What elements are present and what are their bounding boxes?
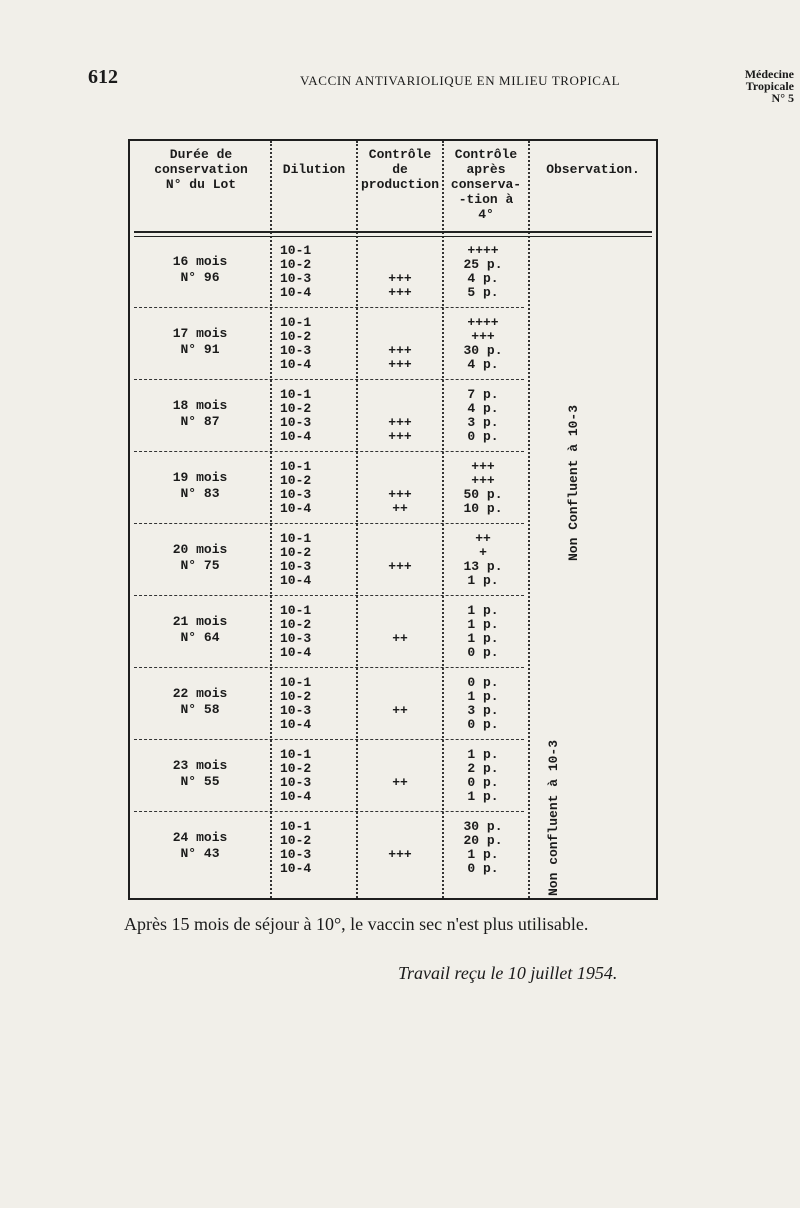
dilution-value: 10-2 bbox=[280, 329, 312, 344]
after-storage-value: 50 p. bbox=[463, 487, 503, 502]
dilution-value-column bbox=[280, 820, 340, 876]
production-control-value bbox=[360, 762, 440, 776]
lot-number: N° 83 bbox=[180, 486, 220, 501]
group-divider bbox=[134, 739, 524, 740]
group-divider bbox=[134, 523, 524, 524]
observation-lower: Non confluent à 10-3 bbox=[546, 739, 561, 896]
production-control-value: +++ bbox=[388, 285, 412, 300]
after-storage-value: +++ bbox=[471, 329, 495, 344]
page-number: 612 bbox=[88, 66, 118, 88]
after-storage-value: 4 p. bbox=[467, 271, 499, 286]
dilution-value: 10-3 bbox=[280, 775, 312, 790]
production-control-value-column bbox=[360, 748, 440, 804]
dilution-value: 10-2 bbox=[280, 401, 312, 416]
dilution-value: 10-3 bbox=[280, 559, 312, 574]
dilution-value: 10-1 bbox=[280, 387, 312, 402]
after-storage-value-column bbox=[448, 820, 518, 876]
lot-number: N° 58 bbox=[180, 702, 220, 717]
dilution-value-column bbox=[280, 676, 340, 732]
storage-duration: 24 mois bbox=[172, 830, 228, 845]
dilution-value: 10-4 bbox=[280, 285, 312, 300]
after-storage-value: 10 p. bbox=[463, 501, 503, 516]
after-storage-value: ++ bbox=[475, 531, 491, 546]
journal-line: N° 5 bbox=[771, 91, 794, 105]
journal-line: Tropicale bbox=[745, 79, 794, 93]
after-storage-value: 0 p. bbox=[467, 775, 499, 790]
after-storage-value-column bbox=[448, 748, 518, 804]
after-storage-value: 1 p. bbox=[467, 617, 499, 632]
lot-label bbox=[150, 686, 250, 718]
results-table bbox=[128, 139, 658, 900]
group-divider bbox=[134, 595, 524, 596]
production-control-value bbox=[360, 244, 440, 258]
production-control-value bbox=[360, 646, 440, 660]
group-divider bbox=[134, 811, 524, 812]
header-dilution: Dilution bbox=[282, 162, 346, 177]
dilution-value-column bbox=[280, 316, 340, 372]
after-storage-value: + bbox=[479, 545, 487, 560]
production-control-value bbox=[360, 690, 440, 704]
production-control-value: +++ bbox=[388, 487, 412, 502]
footnote: Après 15 mois de séjour à 10°, le vaccin sec n'est plus utilisable. bbox=[124, 914, 589, 934]
after-storage-value: 3 p. bbox=[467, 415, 499, 430]
production-control-value bbox=[360, 474, 440, 488]
production-control-value-column bbox=[360, 388, 440, 444]
production-control-value bbox=[360, 316, 440, 330]
dilution-value: 10-1 bbox=[280, 315, 312, 330]
storage-duration: 21 mois bbox=[172, 614, 228, 629]
after-storage-value: 4 p. bbox=[467, 401, 499, 416]
lot-number: N° 64 bbox=[180, 630, 220, 645]
storage-duration: 16 mois bbox=[172, 254, 228, 269]
after-storage-value: 1 p. bbox=[467, 847, 499, 862]
production-control-value: ++ bbox=[392, 631, 408, 646]
production-control-value bbox=[360, 790, 440, 804]
production-control-value-column bbox=[360, 532, 440, 588]
production-control-value-column bbox=[360, 676, 440, 732]
dilution-value: 10-2 bbox=[280, 833, 312, 848]
production-control-value-column bbox=[360, 244, 440, 300]
production-control-value-column bbox=[360, 604, 440, 660]
after-storage-value-column bbox=[448, 316, 518, 372]
running-title: VACCIN ANTIVARIOLIQUE EN MILIEU TROPICAL bbox=[300, 73, 621, 88]
dilution-value: 10-4 bbox=[280, 861, 312, 876]
lot-group bbox=[130, 598, 530, 670]
after-storage-value-column bbox=[448, 676, 518, 732]
production-control-value: +++ bbox=[388, 429, 412, 444]
lot-number: N° 75 bbox=[180, 558, 220, 573]
production-control-value bbox=[360, 460, 440, 474]
dilution-value: 10-3 bbox=[280, 703, 312, 718]
header-duration-lot: Durée de conservation N° du Lot bbox=[154, 147, 248, 192]
dilution-value: 10-2 bbox=[280, 545, 312, 560]
dilution-value-column bbox=[280, 748, 340, 804]
production-control-value bbox=[360, 402, 440, 416]
production-control-value bbox=[360, 604, 440, 618]
dilution-value: 10-2 bbox=[280, 689, 312, 704]
lot-number: N° 87 bbox=[180, 414, 220, 429]
dilution-value-column bbox=[280, 460, 340, 516]
production-control-value bbox=[360, 388, 440, 402]
production-control-value-column bbox=[360, 820, 440, 876]
journal-name bbox=[704, 68, 794, 104]
production-control-value bbox=[360, 718, 440, 732]
after-storage-value: 0 p. bbox=[467, 645, 499, 660]
after-storage-value: 3 p. bbox=[467, 703, 499, 718]
dilution-value: 10-3 bbox=[280, 631, 312, 646]
dilution-value: 10-4 bbox=[280, 429, 312, 444]
lot-label bbox=[150, 758, 250, 790]
dilution-value: 10-2 bbox=[280, 257, 312, 272]
dilution-value: 10-4 bbox=[280, 357, 312, 372]
group-divider bbox=[134, 667, 524, 668]
production-control-value bbox=[360, 820, 440, 834]
after-storage-value: 25 p. bbox=[463, 257, 503, 272]
header-production-control: Contrôle de production bbox=[360, 147, 439, 192]
dilution-value-column bbox=[280, 388, 340, 444]
lot-label bbox=[150, 614, 250, 646]
production-control-value: +++ bbox=[388, 357, 412, 372]
after-storage-value: 30 p. bbox=[463, 343, 503, 358]
after-storage-value: 1 p. bbox=[467, 631, 499, 646]
lot-group bbox=[130, 814, 530, 886]
storage-duration: 23 mois bbox=[172, 758, 228, 773]
after-storage-value: 4 p. bbox=[467, 357, 499, 372]
dilution-value: 10-1 bbox=[280, 603, 312, 618]
after-storage-value: +++ bbox=[471, 473, 495, 488]
production-control-value bbox=[360, 676, 440, 690]
observation-upper: Non Confluent à 10-3 bbox=[566, 404, 581, 561]
after-storage-value: 5 p. bbox=[467, 285, 499, 300]
production-control-value bbox=[360, 546, 440, 560]
dilution-value: 10-4 bbox=[280, 573, 312, 588]
lot-label bbox=[150, 542, 250, 574]
after-storage-value: 1 p. bbox=[467, 573, 499, 588]
dilution-value: 10-4 bbox=[280, 501, 312, 516]
production-control-value: +++ bbox=[388, 271, 412, 286]
dilution-value: 10-3 bbox=[280, 415, 312, 430]
lot-label bbox=[150, 830, 250, 862]
dilution-value-column bbox=[280, 244, 340, 300]
production-control-value-column bbox=[360, 460, 440, 516]
dilution-value: 10-2 bbox=[280, 761, 312, 776]
after-storage-value: 0 p. bbox=[467, 429, 499, 444]
production-control-value: ++ bbox=[392, 703, 408, 718]
dilution-value: 10-1 bbox=[280, 675, 312, 690]
production-control-value: +++ bbox=[388, 415, 412, 430]
production-control-value: +++ bbox=[388, 343, 412, 358]
lot-number: N° 55 bbox=[180, 774, 220, 789]
dilution-value: 10-3 bbox=[280, 487, 312, 502]
storage-duration: 18 mois bbox=[172, 398, 228, 413]
production-control-value bbox=[360, 834, 440, 848]
group-divider bbox=[134, 451, 524, 452]
lot-group bbox=[130, 310, 530, 382]
dilution-value-column bbox=[280, 604, 340, 660]
storage-duration: 19 mois bbox=[172, 470, 228, 485]
production-control-value: ++ bbox=[392, 501, 408, 516]
header-after-storage-control: Contrôle après conserva- -tion à 4° bbox=[450, 147, 522, 222]
production-control-value bbox=[360, 862, 440, 876]
production-control-value bbox=[360, 574, 440, 588]
lot-group bbox=[130, 526, 530, 598]
after-storage-value: 0 p. bbox=[467, 717, 499, 732]
after-storage-value: 1 p. bbox=[467, 789, 499, 804]
dilution-value-column bbox=[280, 532, 340, 588]
journal-line: Médecine bbox=[744, 67, 794, 81]
storage-duration: 20 mois bbox=[172, 542, 228, 557]
dilution-value: 10-3 bbox=[280, 343, 312, 358]
after-storage-value: 0 p. bbox=[467, 675, 499, 690]
dilution-value: 10-4 bbox=[280, 645, 312, 660]
after-storage-value: 7 p. bbox=[467, 387, 499, 402]
after-storage-value: 0 p. bbox=[467, 861, 499, 876]
lot-group bbox=[130, 454, 530, 526]
after-storage-value: 1 p. bbox=[467, 689, 499, 704]
dilution-value: 10-1 bbox=[280, 747, 312, 762]
after-storage-value: 1 p. bbox=[467, 603, 499, 618]
storage-duration: 17 mois bbox=[172, 326, 228, 341]
after-storage-value: 2 p. bbox=[467, 761, 499, 776]
header-observation: Observation. bbox=[546, 162, 640, 177]
production-control-value bbox=[360, 748, 440, 762]
production-control-value bbox=[360, 330, 440, 344]
production-control-value: ++ bbox=[392, 775, 408, 790]
lot-group bbox=[130, 670, 530, 742]
storage-duration: 22 mois bbox=[172, 686, 228, 701]
dilution-value: 10-1 bbox=[280, 819, 312, 834]
dilution-value: 10-1 bbox=[280, 531, 312, 546]
dilution-value: 10-1 bbox=[280, 243, 312, 258]
after-storage-value: 30 p. bbox=[463, 819, 503, 834]
production-control-value bbox=[360, 258, 440, 272]
lot-label bbox=[150, 326, 250, 358]
header-rule bbox=[134, 231, 652, 237]
after-storage-value-column bbox=[448, 604, 518, 660]
after-storage-value: 1 p. bbox=[467, 747, 499, 762]
production-control-value bbox=[360, 618, 440, 632]
after-storage-value: 20 p. bbox=[463, 833, 503, 848]
dilution-value: 10-1 bbox=[280, 459, 312, 474]
after-storage-value: 13 p. bbox=[463, 559, 503, 574]
lot-label bbox=[150, 254, 250, 286]
dilution-value: 10-2 bbox=[280, 473, 312, 488]
after-storage-value: ++++ bbox=[467, 243, 499, 258]
dilution-value: 10-2 bbox=[280, 617, 312, 632]
lot-group bbox=[130, 382, 530, 454]
after-storage-value-column bbox=[448, 388, 518, 444]
lot-number: N° 43 bbox=[180, 846, 220, 861]
production-control-value: +++ bbox=[388, 559, 412, 574]
lot-group bbox=[130, 238, 530, 310]
after-storage-value: ++++ bbox=[467, 315, 499, 330]
dilution-value: 10-4 bbox=[280, 789, 312, 804]
after-storage-value: +++ bbox=[471, 459, 495, 474]
received-date: Travail reçu le 10 juillet 1954. bbox=[398, 963, 618, 983]
lot-number: N° 96 bbox=[180, 270, 220, 285]
after-storage-value-column bbox=[448, 532, 518, 588]
lot-number: N° 91 bbox=[180, 342, 220, 357]
after-storage-value-column bbox=[448, 244, 518, 300]
production-control-value: +++ bbox=[388, 847, 412, 862]
group-divider bbox=[134, 379, 524, 380]
lot-label bbox=[150, 470, 250, 502]
lot-label bbox=[150, 398, 250, 430]
after-storage-value-column bbox=[448, 460, 518, 516]
group-divider bbox=[134, 307, 524, 308]
production-control-value-column bbox=[360, 316, 440, 372]
production-control-value bbox=[360, 532, 440, 546]
dilution-value: 10-3 bbox=[280, 271, 312, 286]
dilution-value: 10-3 bbox=[280, 847, 312, 862]
dilution-value: 10-4 bbox=[280, 717, 312, 732]
lot-group bbox=[130, 742, 530, 814]
